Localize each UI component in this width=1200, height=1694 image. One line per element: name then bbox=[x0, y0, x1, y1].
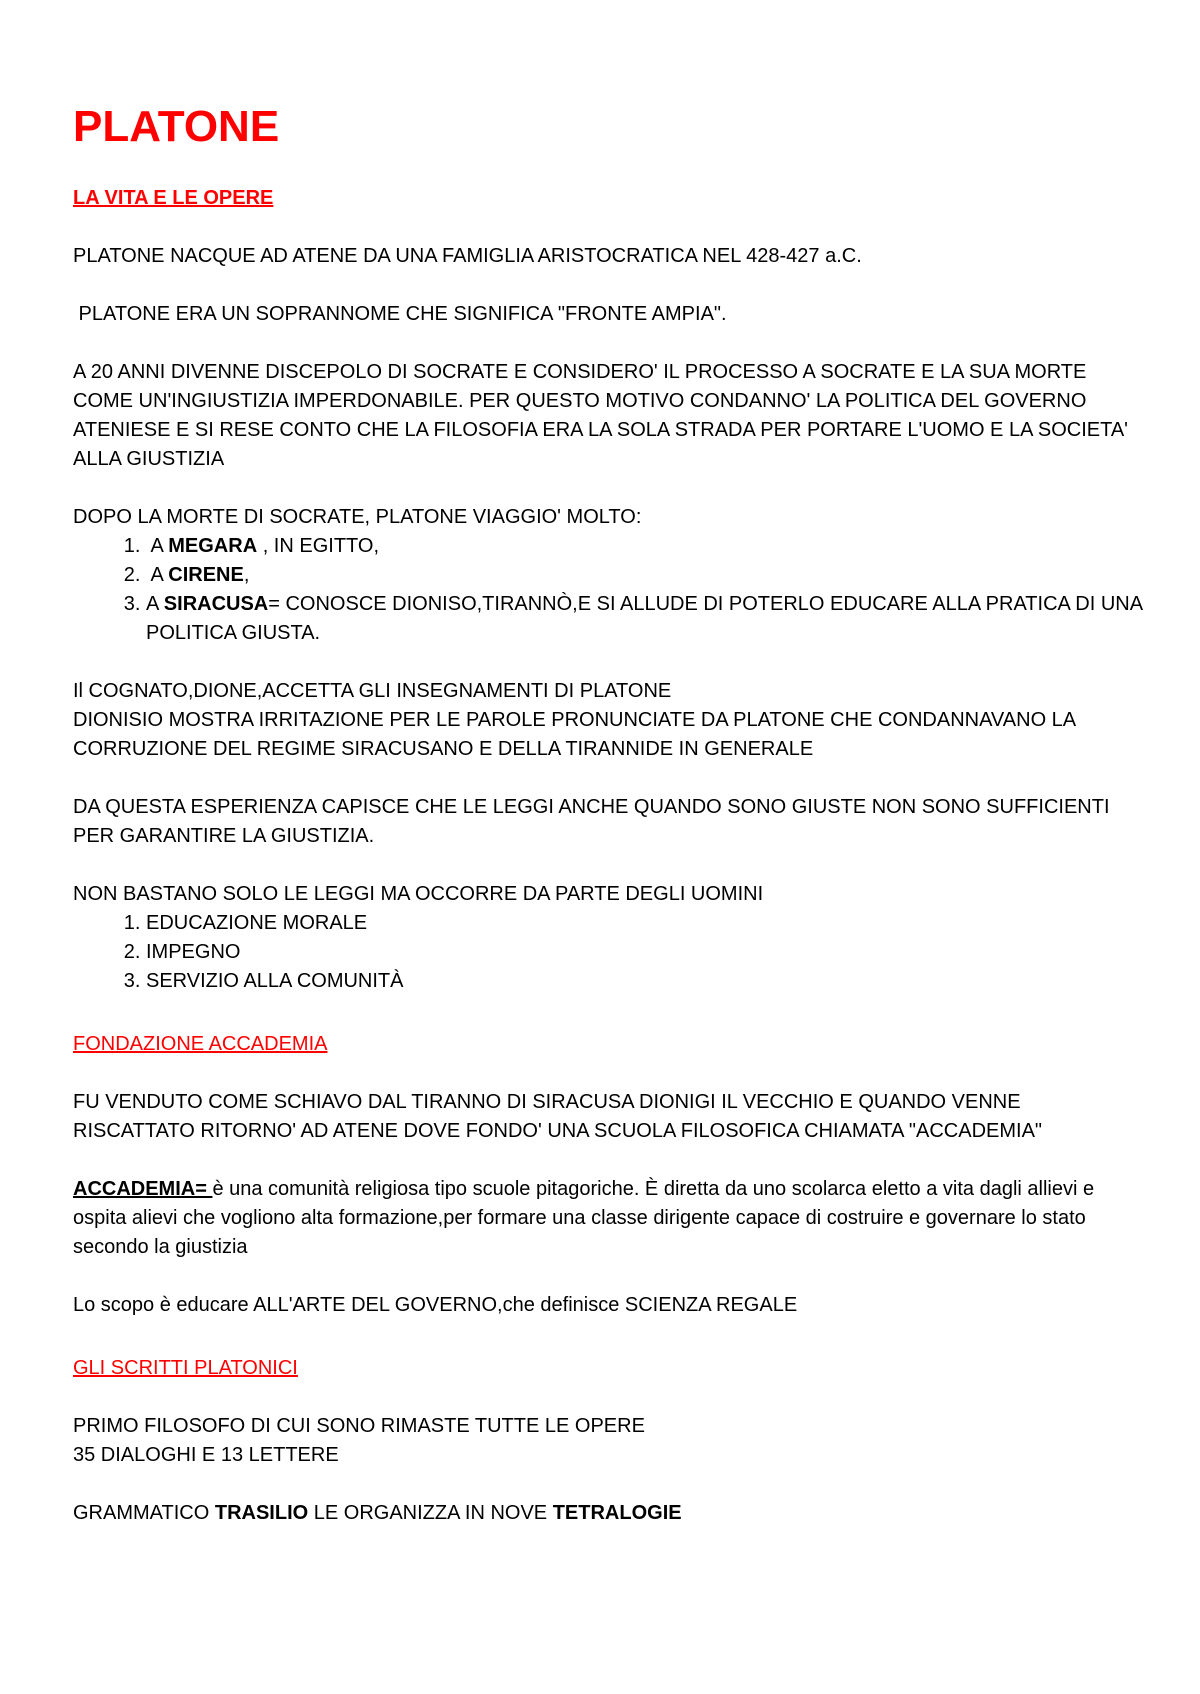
paragraph-dione: Il COGNATO,DIONE,ACCETTA GLI INSEGNAMENTI DI PLATONE bbox=[73, 680, 672, 702]
list-item: 3. A SIRACUSA= CONOSCE DIONISO,TIRANNÒ,E SI ALLUDE DI POTERLO EDUCARE ALLA PRATICA DI UNA POLITICA GIUSTA. bbox=[146, 590, 1143, 648]
paragraph-accademia-definition bbox=[73, 1175, 1143, 1262]
definition-text: è una comunità religiosa tipo scuole pitagoriche. È diretta da uno scolarca eletto a vita dagli allievi e ospita alievi che vogliono alta formazione,per formare una classe dirigente capace di costruire e governare lo stato secondo la giustizia bbox=[73, 1178, 1095, 1258]
section-heading-vita: LA VITA E LE OPERE bbox=[73, 187, 274, 209]
paragraph-experience: DA QUESTA ESPERIENZA CAPISCE CHE LE LEGGI ANCHE QUANDO SONO GIUSTE NON SONO SUFFICIENTI PER GARANTIRE LA GIUSTIZIA. bbox=[73, 796, 1110, 847]
paragraph-works: PRIMO FILOSOFO DI CUI SONO RIMASTE TUTTE LE OPERE bbox=[73, 1415, 645, 1437]
paragraph-nickname: PLATONE ERA UN SOPRANNOME CHE SIGNIFICA "FRONTE AMPIA". bbox=[73, 303, 727, 325]
needs-list bbox=[73, 909, 1143, 996]
paragraph-tetralogies: GRAMMATICO TRASILIO LE ORGANIZZA IN NOVE TETRALOGIE bbox=[73, 1502, 682, 1524]
list-item: 2. A CIRENE, bbox=[146, 561, 1143, 590]
list-item: 2. IMPEGNO bbox=[146, 938, 1143, 967]
section-heading-accademia: FONDAZIONE ACCADEMIA bbox=[73, 1033, 328, 1055]
paragraph-laws: NON BASTANO SOLO LE LEGGI MA OCCORRE DA PARTE DEGLI UOMINI bbox=[73, 883, 764, 905]
paragraph-slavery: FU VENDUTO COME SCHIAVO DAL TIRANNO DI SIRACUSA DIONIGI IL VECCHIO E QUANDO VENNE RISCATTATO RITORNO' AD ATENE DOVE FONDO' UNA SCUOLA FILOSOFICA CHIAMATA "ACCADEMIA" bbox=[73, 1091, 1043, 1142]
travels-list bbox=[73, 532, 1143, 648]
paragraph-dialogues: 35 DIALOGHI E 13 LETTERE bbox=[73, 1444, 339, 1466]
paragraph-socrates: A 20 ANNI DIVENNE DISCEPOLO DI SOCRATE E CONSIDERO' IL PROCESSO A SOCRATE E LA SUA MORTE COME UN'INGIUSTIZIA IMPERDONABILE. PER QUESTO MOTIVO CONDANNO' LA POLITICA DEL GOVERNO ATENIESE E SI RESE CONTO CHE LA FILOSOFIA ERA LA SOLA STRADA PER PORTARE L'UOMO E LA SOCIETA' ALLA GIUSTIZIA bbox=[73, 361, 1128, 470]
paragraph-travels-intro: DOPO LA MORTE DI SOCRATE, PLATONE VIAGGIO' MOLTO: bbox=[73, 506, 642, 528]
paragraph-birth: PLATONE NACQUE AD ATENE DA UNA FAMIGLIA ARISTOCRATICA NEL 428-427 a.C. bbox=[73, 245, 862, 267]
paragraph-purpose: Lo scopo è educare ALL'ARTE DEL GOVERNO,che definisce SCIENZA REGALE bbox=[73, 1294, 798, 1316]
list-item: 3. SERVIZIO ALLA COMUNITÀ bbox=[146, 967, 1143, 996]
section-heading-scritti: GLI SCRITTI PLATONICI bbox=[73, 1357, 298, 1379]
page-title: PLATONE bbox=[73, 102, 280, 151]
document-page bbox=[73, 100, 1143, 1528]
definition-term: ACCADEMIA= bbox=[73, 1178, 213, 1200]
list-item: 1. A MEGARA , IN EGITTO, bbox=[146, 532, 1143, 561]
paragraph-dionisio: DIONISIO MOSTRA IRRITAZIONE PER LE PAROLE PRONUNCIATE DA PLATONE CHE CONDANNAVANO LA CORRUZIONE DEL REGIME SIRACUSANO E DELLA TIRANNIDE IN GENERALE bbox=[73, 709, 1076, 760]
list-item: 1. EDUCAZIONE MORALE bbox=[146, 909, 1143, 938]
